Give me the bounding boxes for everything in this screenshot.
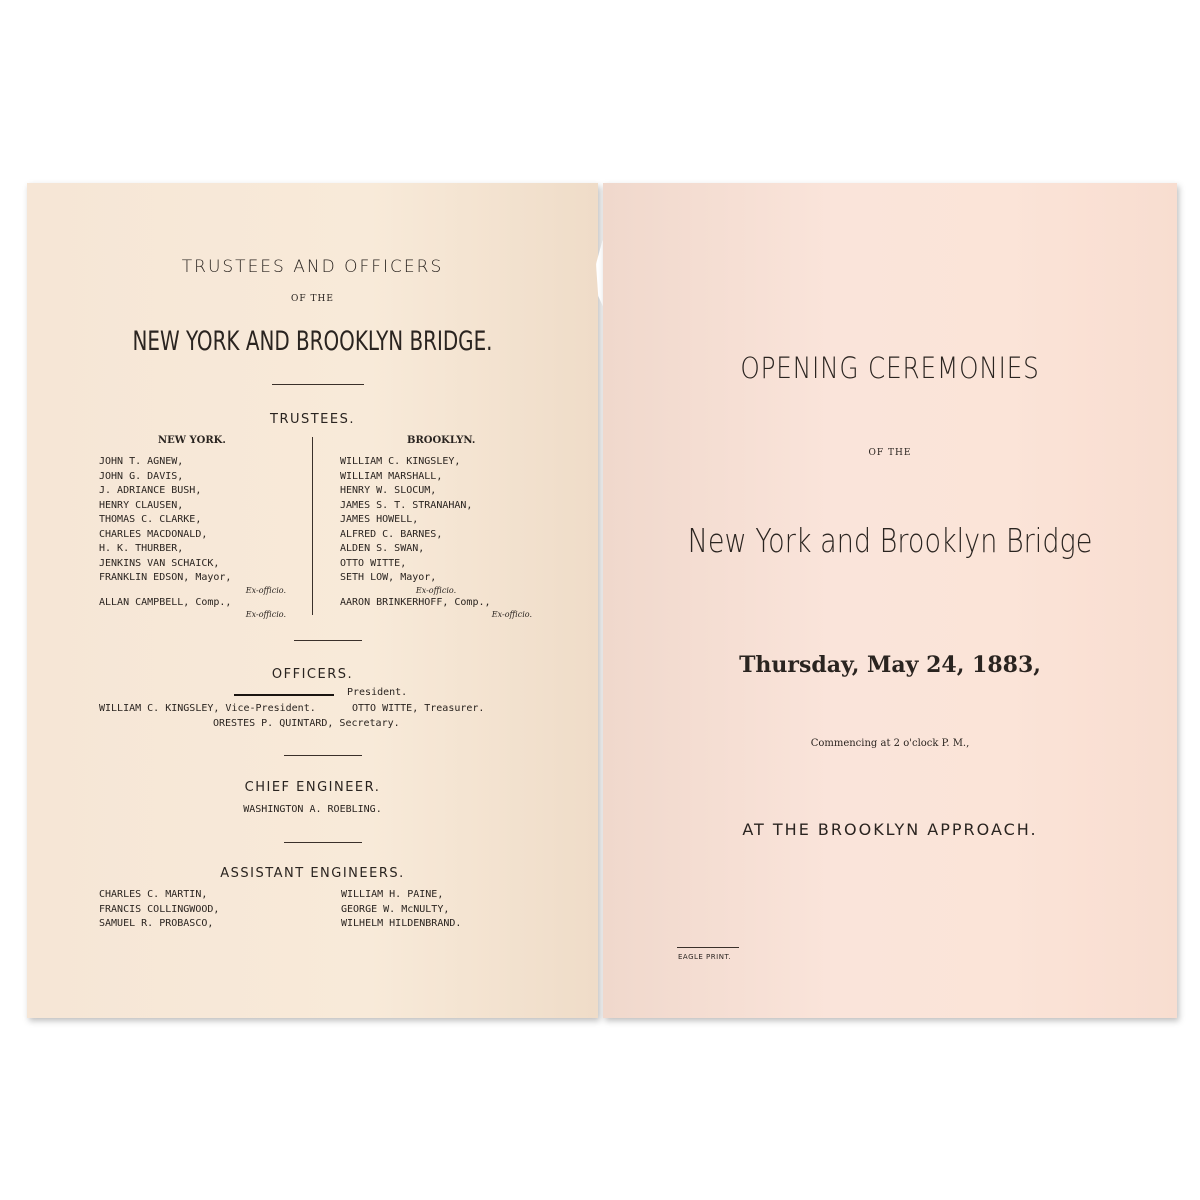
list-item: WILLIAM H. PAINE, — [341, 889, 444, 900]
list-item: THOMAS C. CLARKE, — [99, 514, 202, 525]
brooklyn-trustee-list — [340, 455, 532, 620]
list-item: FRANCIS COLLINGWOOD, — [99, 903, 220, 915]
divider — [294, 640, 362, 641]
list-item: WILLIAM C. KINGSLEY, — [340, 456, 461, 467]
list-item: JOHN G. DAVIS, — [99, 470, 184, 482]
list-item: ALFRED C. BARNES, — [340, 528, 443, 540]
list-item: FRANKLIN EDSON, Mayor, — [99, 572, 232, 583]
list-item: WILLIAM MARSHALL, — [340, 470, 443, 482]
list-item: GEORGE W. McNULTY, — [341, 903, 450, 915]
new-york-trustee-list — [99, 455, 286, 620]
secretary: ORESTES P. QUINTARD, Secretary. — [213, 718, 400, 729]
president-blank-line — [234, 694, 334, 696]
assistant-engineers-left — [99, 888, 219, 932]
list-item: HENRY CLAUSEN, — [99, 499, 184, 511]
list-item: ALDEN S. SWAN, — [340, 543, 425, 554]
new-york-header: NEW YORK. — [158, 435, 226, 446]
ceremony-location: AT THE BROOKLYN APPROACH. — [742, 820, 1038, 839]
president-label: President. — [347, 687, 408, 698]
bridge-name: New York and Brooklyn Bridge — [687, 521, 1093, 560]
list-item: J. ADRIANCE BUSH, — [99, 485, 202, 496]
ex-officio-note: Ex-officio. — [245, 610, 286, 619]
trustees-title: TRUSTEES. — [270, 412, 355, 427]
list-item: HENRY W. SLOCUM, — [340, 485, 437, 496]
list-item: OTTO WITTE, — [340, 557, 407, 569]
column-divider — [312, 437, 313, 615]
ceremony-title: OPENING CEREMONIES — [740, 351, 1040, 385]
list-item: H. K. THURBER, — [99, 543, 184, 554]
divider — [284, 842, 362, 843]
treasurer: OTTO WITTE, Treasurer. — [352, 703, 485, 714]
list-item: SETH LOW, Mayor, — [340, 572, 437, 583]
list-item: ALLAN CAMPBELL, Comp., — [99, 596, 232, 608]
of-the-label: OF THE — [291, 294, 334, 304]
of-the-label: OF THE — [868, 448, 912, 458]
ex-officio-note: Ex-officio. — [491, 610, 532, 619]
officers-title: OFFICERS. — [271, 667, 354, 682]
start-time: Commencing at 2 o'clock P. M., — [810, 738, 970, 749]
ceremony-date: Thursday, May 24, 1883, — [739, 652, 1041, 678]
printer-credit: EAGLE PRINT. — [678, 953, 732, 961]
divider — [677, 947, 739, 948]
list-item: JOHN T. AGNEW, — [99, 456, 184, 467]
brooklyn-header: BROOKLYN. — [407, 435, 476, 446]
list-item: JENKINS VAN SCHAICK, — [99, 557, 220, 569]
assistant-engineers-title: ASSISTANT ENGINEERS. — [220, 866, 405, 881]
divider — [272, 384, 364, 385]
assistant-engineers-right — [341, 888, 461, 932]
list-item: AARON BRINKERHOFF, Comp., — [340, 596, 491, 608]
divider — [284, 755, 362, 756]
vice-president: WILLIAM C. KINGSLEY, Vice-President. — [99, 703, 316, 714]
list-item: JAMES HOWELL, — [340, 514, 419, 525]
list-item: CHARLES C. MARTIN, — [99, 889, 208, 900]
ex-officio-note: Ex-officio. — [415, 585, 457, 595]
left-page — [27, 183, 598, 1018]
bridge-name: NEW YORK AND BROOKLYN BRIDGE. — [132, 326, 493, 357]
chief-engineer-title: CHIEF ENGINEER. — [244, 780, 381, 795]
list-item: SAMUEL R. PROBASCO, — [99, 918, 214, 929]
chief-engineer-name: WASHINGTON A. ROEBLING. — [243, 804, 382, 815]
list-item: JAMES S. T. STRANAHAN, — [340, 499, 473, 511]
right-page — [603, 183, 1177, 1018]
ex-officio-note: Ex-officio. — [245, 585, 286, 595]
list-item: WILHELM HILDENBRAND. — [341, 918, 462, 929]
list-item: CHARLES MACDONALD, — [99, 528, 208, 540]
page-heading: TRUSTEES AND OFFICERS — [181, 257, 444, 277]
